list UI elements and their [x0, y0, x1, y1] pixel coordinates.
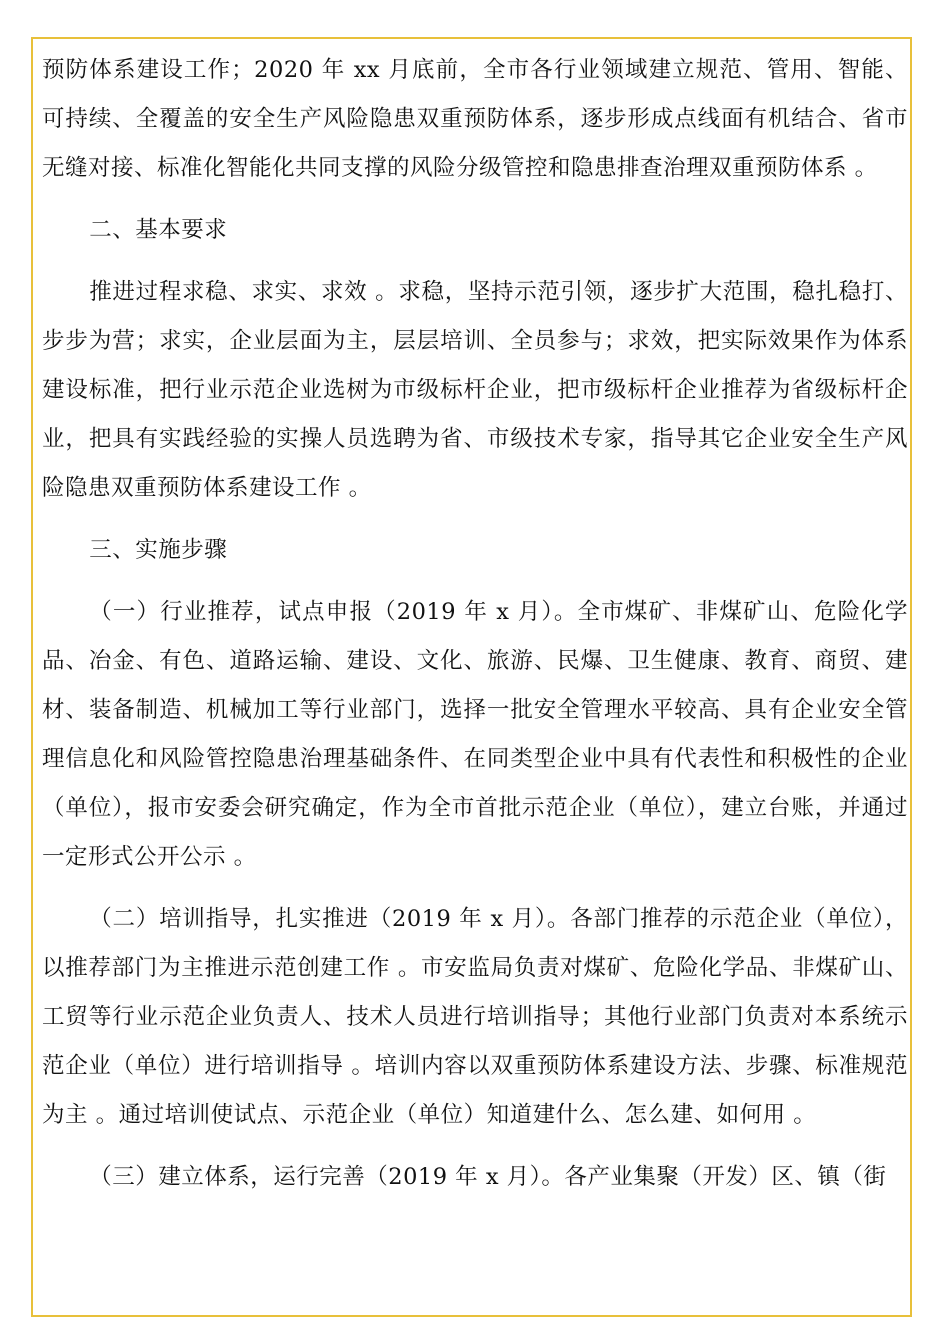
paragraph-step-one: （一）行业推荐，试点申报（2019 年 x 月）。全市煤矿、非煤矿山、危险化学品、冶金、有色、道路运输、建设、文化、旅游、民爆、卫生健康、教育、商贸、建材、装备制造、机械加工等行业部门，选择一批安全管理水平较高、具有企业安全管理信息化和风险管控隐患治理基础条件、在同类型企业中具有代表性和积极性的企业（单位），报市安委会研究确定，作为全市首批示范企业（单位），建立台账，并通过一定形式公开公示 。	[42, 599, 908, 870]
paragraph-step-two: （二）培训指导，扎实推进（2019 年 x 月）。各部门推荐的示范企业（单位），以推荐部门为主推进示范创建工作 。市安监局负责对煤矿、危险化学品、非煤矿山、工贸等行业示范企业负责人、技术人员进行培训指导；其他行业部门负责对本系统示范企业（单位）进行培训指导 。培训内容以双重预防体系建设方法、步骤、标准规范为主 。通过培训使试点、示范企业（单位）知道建什么、怎么建、如何用 。	[42, 906, 908, 1128]
paragraph-step-three: （三）建立体系，运行完善（2019 年 x 月）。各产业集聚（开发）区、镇（街	[89, 1164, 887, 1190]
document-body	[42, 46, 908, 1202]
section-heading-implementation-steps: 三、实施步骤	[89, 537, 228, 563]
section-heading-basic-requirements: 二、基本要求	[89, 217, 228, 243]
paragraph-basic-requirements: 推进过程求稳、求实、求效 。求稳，坚持示范引领，逐步扩大范围，稳扎稳打、步步为营；求实，企业层面为主，层层培训、全员参与；求效，把实际效果作为体系建设标准，把行业示范企业选树为市级标杆企业，把市级标杆企业推荐为省级标杆企业，把具有实践经验的实操人员选聘为省、市级技术专家，指导其它企业安全生产风险隐患双重预防体系建设工作 。	[42, 279, 908, 501]
paragraph-intro-continuation: 预防体系建设工作；2020 年 xx 月底前，全市各行业领域建立规范、管用、智能、可持续、全覆盖的安全生产风险隐患双重预防体系，逐步形成点线面有机结合、省市无缝对接、标准化智能化共同支撑的风险分级管控和隐患排查治理双重预防体系 。	[42, 57, 908, 181]
